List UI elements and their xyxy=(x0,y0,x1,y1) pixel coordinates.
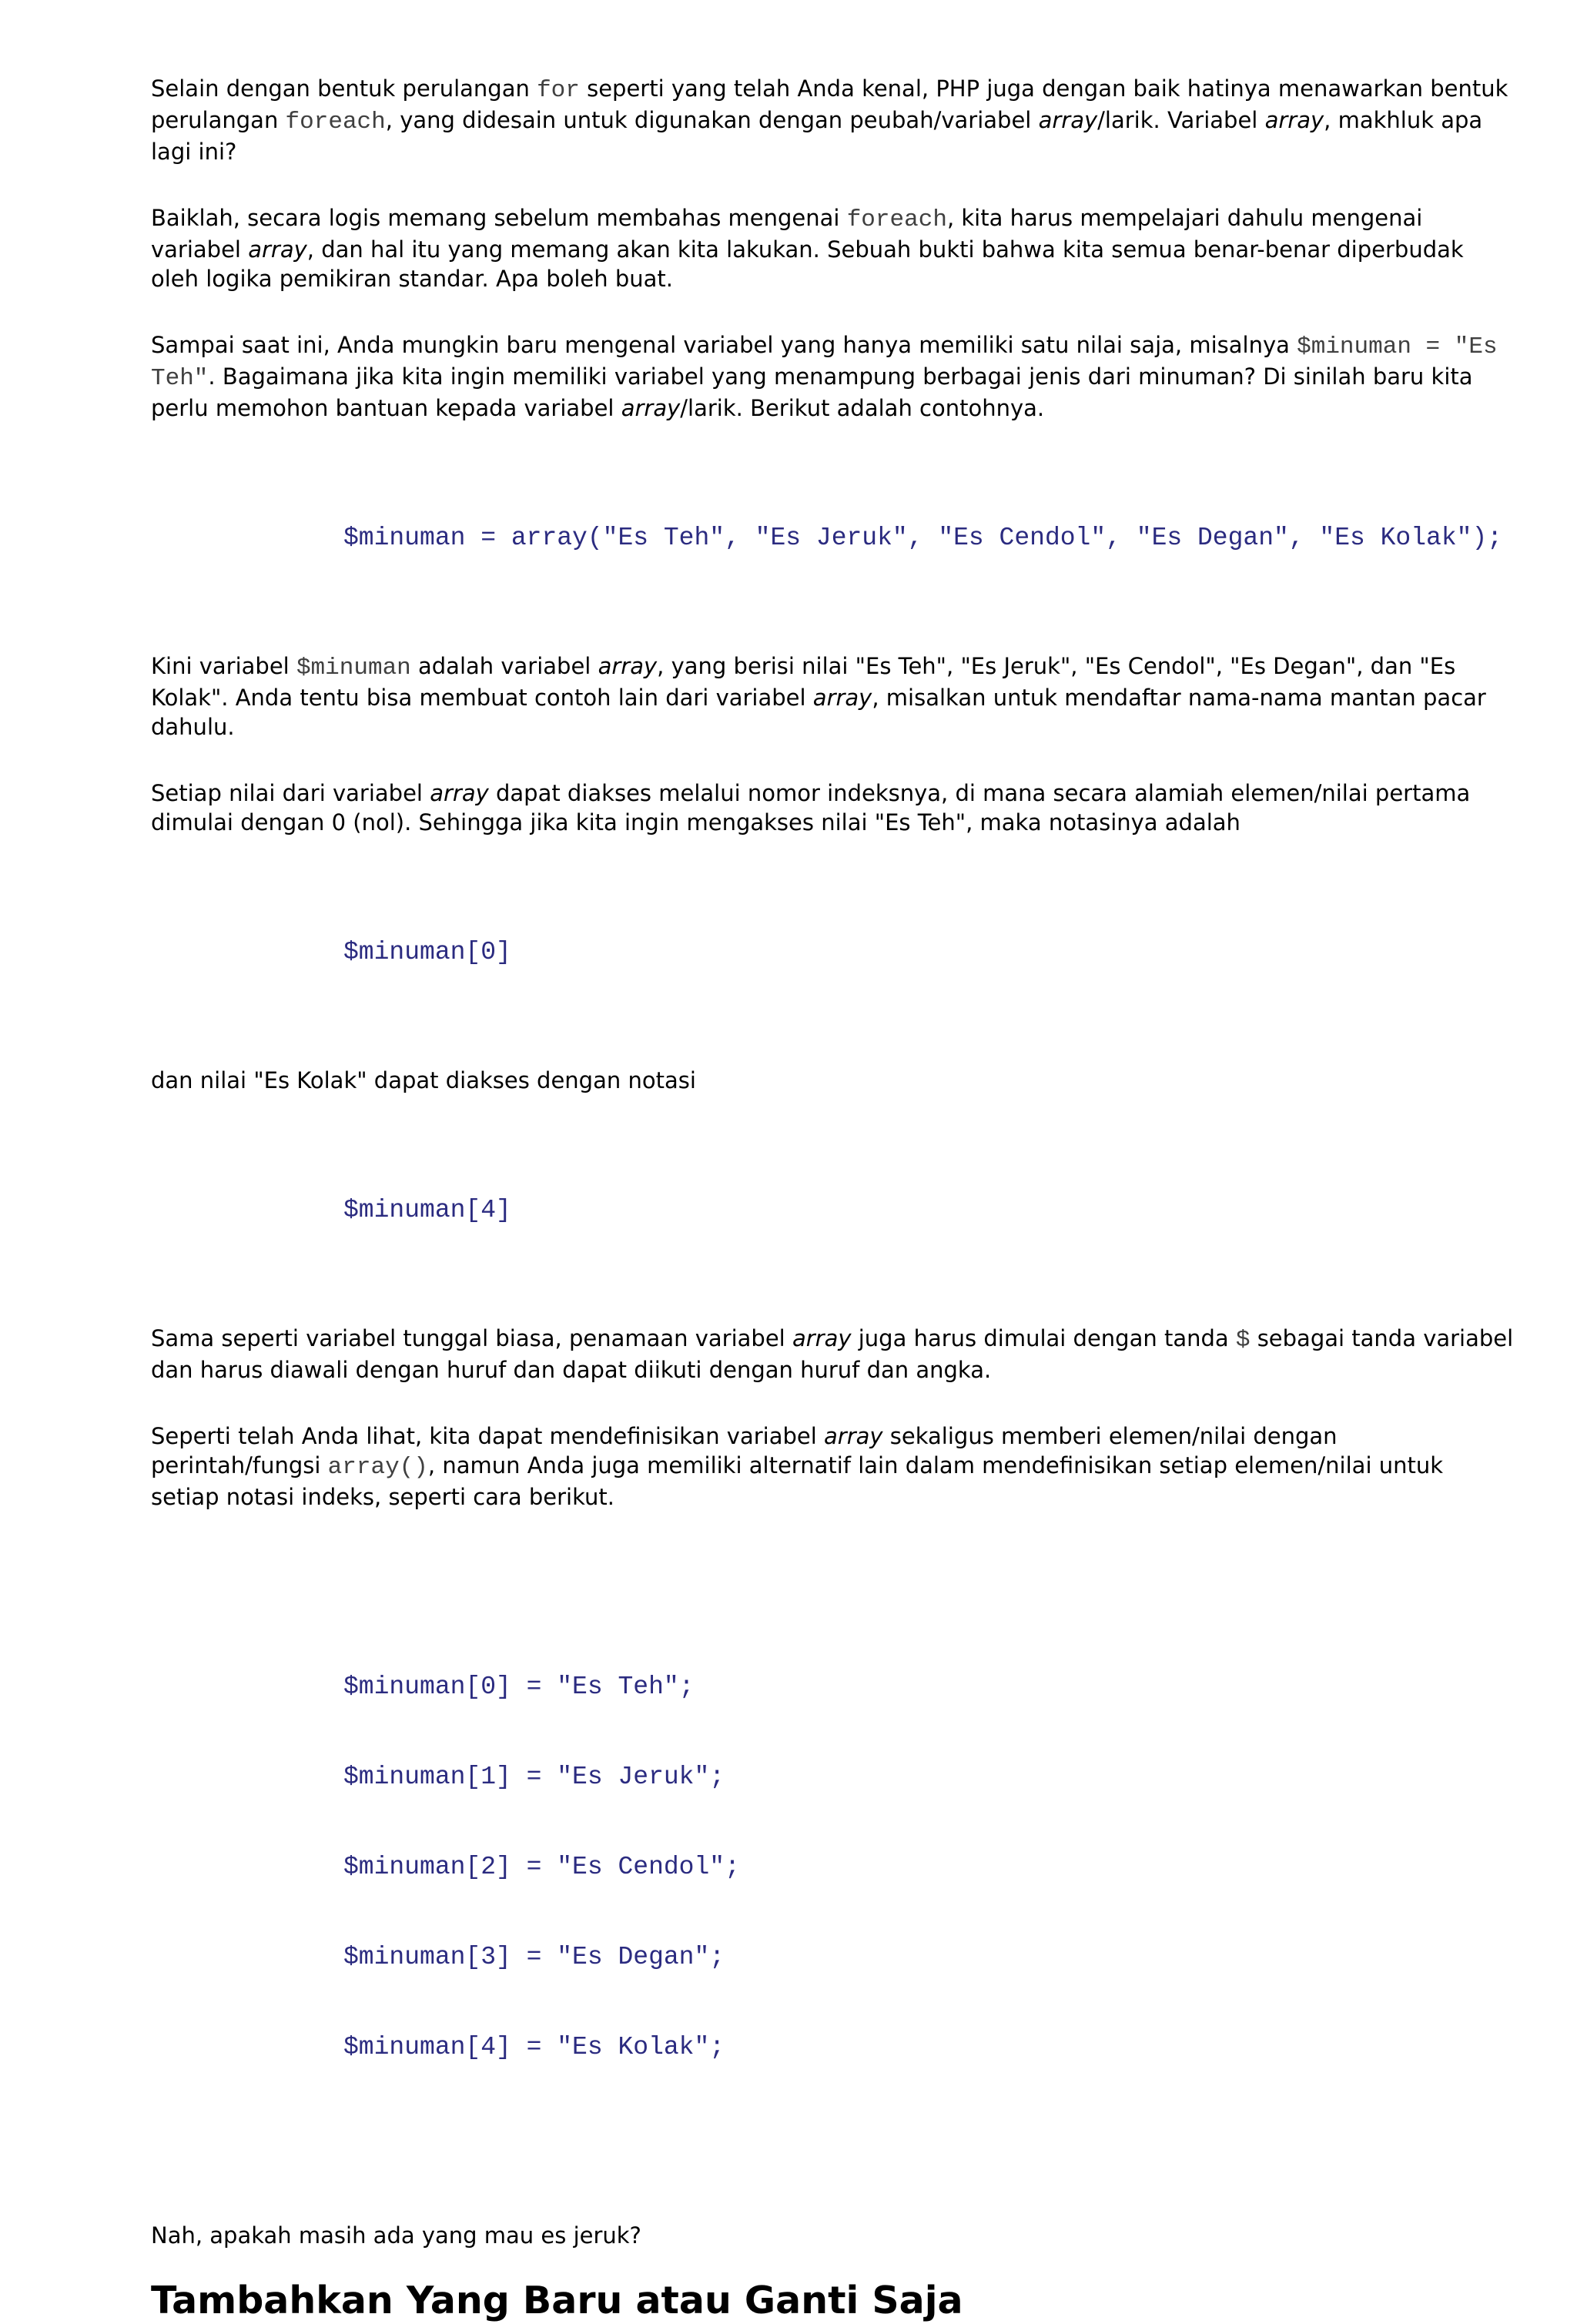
text: Kini variabel xyxy=(151,653,296,679)
emphasis: array xyxy=(621,395,681,421)
inline-code: array() xyxy=(327,1454,428,1481)
text: Seperti telah Anda lihat, kita dapat mendefinisikan variabel xyxy=(151,1423,825,1449)
emphasis: array xyxy=(812,685,872,711)
emphasis: array xyxy=(430,780,489,806)
text: Baiklah, secara logis memang sebelum membahas mengenai xyxy=(151,205,847,231)
text: , yang berisi nilai "Es Teh", "Es Jeruk", "Es Cendol", "Es Degan", dan "Es Kolak". Anda tentu bisa membuat contoh lain dari variabel xyxy=(151,653,1456,711)
text: Sama seperti variabel tunggal biasa, penamaan variabel xyxy=(151,1325,792,1351)
emphasis: array xyxy=(824,1423,883,1449)
inline-code: foreach xyxy=(846,206,947,233)
paragraph-es-kolak: dan nilai "Es Kolak" dapat diakses dengan notasi xyxy=(151,1067,696,1093)
text: /larik. Variabel xyxy=(1097,107,1265,133)
inline-code: $minuman = "Es Teh" xyxy=(151,333,1498,392)
text: . Bagaimana jika kita ingin memiliki variabel yang menampung berbagai jenis dari minuman? Di sinilah baru kita perlu memohon bantuan kepada variabel xyxy=(151,363,1473,421)
inline-code: foreach xyxy=(285,109,386,136)
code-line: $minuman[2] = "Es Cendol"; xyxy=(343,1853,740,1881)
paragraph-array-content xyxy=(151,651,1514,742)
code-block-index-four: $minuman[4] xyxy=(343,1196,511,1224)
text: Sampai saat ini, Anda mungkin baru mengenal variabel yang hanya memiliki satu nilai saja, misalnya xyxy=(151,332,1297,358)
text: , dan hal itu yang memang akan kita lakukan. Sebuah bukti bahwa kita semua benar-benar diperbudak oleh logika pemikiran standar. Apa boleh buat. xyxy=(151,236,1464,292)
paragraph-index-access xyxy=(151,779,1514,837)
paragraph-single-value xyxy=(151,330,1514,423)
code-line: $minuman[3] = "Es Degan"; xyxy=(343,1943,725,1971)
emphasis: array xyxy=(1038,107,1098,133)
emphasis: array xyxy=(598,653,658,679)
text: /larik. Berikut adalah contohnya. xyxy=(680,395,1045,421)
text: dapat diakses melalui nomor indeksnya, di mana secara alamiah elemen/nilai pertama dimulai dengan 0 (nol). Sehingga jika kita ingin mengakses nilai "Es Teh", maka notasinya adalah xyxy=(151,780,1471,836)
text: adalah variabel xyxy=(410,653,598,679)
inline-code: for xyxy=(537,77,580,104)
paragraph-naming xyxy=(151,1324,1514,1385)
paragraph-logic xyxy=(151,203,1514,293)
paragraph-foreach-intro xyxy=(151,74,1514,166)
document-page xyxy=(151,74,1514,2324)
text: , misalkan untuk mendaftar nama-nama mantan pacar dahulu. xyxy=(151,685,1486,740)
text: Setiap nilai dari variabel xyxy=(151,780,430,806)
code-block-index-zero: $minuman[0] xyxy=(343,938,511,966)
text: seperti yang telah Anda kenal, PHP juga dengan baik hatinya menawarkan bentuk perulangan xyxy=(151,75,1508,133)
text: juga harus dimulai dengan tanda xyxy=(851,1325,1236,1351)
paragraph-closing: Nah, apakah masih ada yang mau es jeruk? xyxy=(151,2222,641,2249)
section-heading: Tambahkan Yang Baru atau Ganti Saja xyxy=(151,2279,963,2322)
inline-code: $minuman xyxy=(296,655,411,681)
code-block-array-definition: $minuman = array("Es Teh", "Es Jeruk", "Es Cendol", "Es Degan", "Es Kolak"); xyxy=(343,524,1503,552)
emphasis: array xyxy=(248,236,307,263)
paragraph-alternative xyxy=(151,1422,1514,1512)
emphasis: array xyxy=(1264,107,1324,133)
code-line: $minuman[4] = "Es Kolak"; xyxy=(343,2033,725,2061)
text: , yang didesain untuk digunakan dengan peubah/variabel xyxy=(385,107,1039,133)
code-line: $minuman[0] = "Es Teh"; xyxy=(343,1673,695,1701)
text: , namun Anda juga memiliki alternatif lain dalam mendefinisikan setiap elemen/nilai untuk setiap notasi indeks, seperti cara berikut. xyxy=(151,1452,1444,1510)
text: sekaligus memberi elemen/nilai dengan perintah/fungsi xyxy=(151,1423,1338,1478)
emphasis: array xyxy=(792,1325,852,1351)
text: , kita harus mempelajari dahulu mengenai variabel xyxy=(151,205,1423,263)
inline-code: $ xyxy=(1235,1327,1251,1354)
text: , makhluk apa lagi ini? xyxy=(151,107,1483,165)
code-line: $minuman[1] = "Es Jeruk"; xyxy=(343,1763,725,1791)
text: Selain dengan bentuk perulangan xyxy=(151,75,537,102)
code-block-index-assignments xyxy=(343,1612,1514,2122)
text: sebagai tanda variabel dan harus diawali dengan huruf dan dapat diikuti dengan huruf dan angka. xyxy=(151,1325,1514,1383)
